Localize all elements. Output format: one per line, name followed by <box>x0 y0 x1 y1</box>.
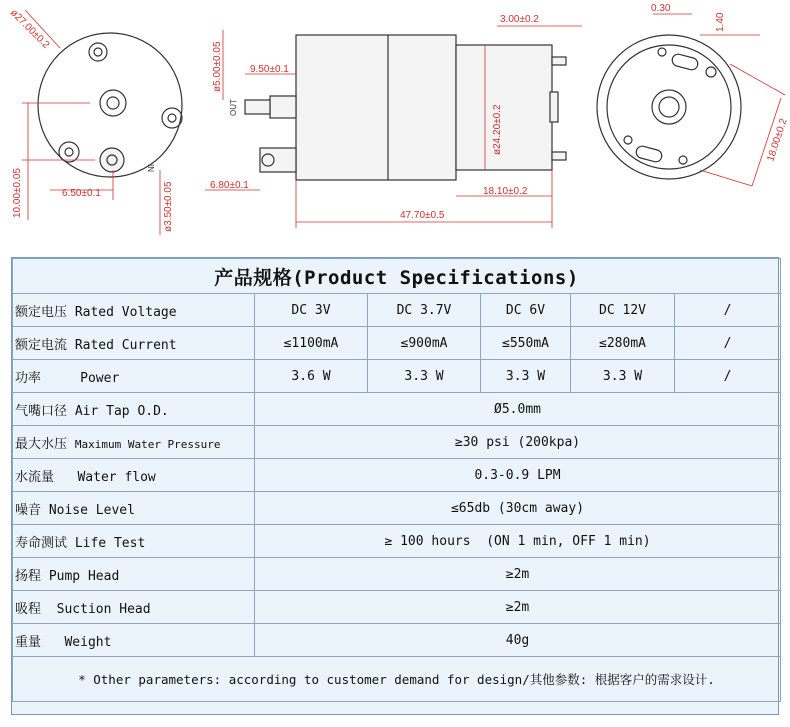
cell-value: 0.3-0.9 LPM <box>255 459 781 492</box>
cell-value: ≥ 100 hours (ON 1 min, OFF 1 min) <box>255 525 781 558</box>
cell-value: / <box>675 327 781 360</box>
dim-10: 10.00±0.05 <box>12 168 23 218</box>
dim-0-30: 0.30 <box>651 3 671 14</box>
cell-value: DC 3.7V <box>368 294 481 327</box>
side-profile-view <box>205 14 582 228</box>
row-weight <box>13 624 781 657</box>
technical-drawing <box>0 0 790 250</box>
spec-title: 产品规格(Product Specifications) <box>13 259 781 294</box>
row-label-cn: 最大水压 <box>15 436 68 452</box>
dim-diameter-3-5: ø3.50±0.05 <box>163 181 174 232</box>
cell-value: ≥30 psi (200kpa) <box>255 426 781 459</box>
cell-value: ≤65db (30cm away) <box>255 492 781 525</box>
dim-47-7: 47.70±0.5 <box>400 210 445 221</box>
row-suction-head <box>13 591 781 624</box>
cell-value: 3.6 W <box>255 360 368 393</box>
row-label: 气嘴口径 Air Tap O.D. <box>13 393 255 426</box>
row-life-test <box>13 525 781 558</box>
row-label: 额定电流 Rated Current <box>13 327 255 360</box>
cell-value: Ø5.0mm <box>255 393 781 426</box>
cell-value: DC 3V <box>255 294 368 327</box>
in-port-label: IN <box>146 164 155 172</box>
cell-value: / <box>675 294 781 327</box>
row-label-en: Maximum Water Pressure <box>74 437 221 451</box>
footnote: * Other parameters: according to customer demand for design/其他参数: 根据客户的需求设计. <box>13 657 781 702</box>
dim-18-right: 18.00±0.2 <box>765 117 790 163</box>
motor-end-view <box>597 3 790 186</box>
dim-1-40: 1.40 <box>715 12 726 32</box>
row-label: 水流量 Water flow <box>13 459 255 492</box>
row-pump-head <box>13 558 781 591</box>
dim-6-8: 6.80±0.1 <box>210 180 249 191</box>
cell-value: ≤1100mA <box>255 327 368 360</box>
cell-value: ≤280mA <box>571 327 675 360</box>
cell-value: ≥2m <box>255 558 781 591</box>
row-rated-current <box>13 327 781 360</box>
row-rated-voltage <box>13 294 781 327</box>
cell-value: ≥2m <box>255 591 781 624</box>
spec-grid <box>12 258 781 702</box>
row-max-water-pressure <box>13 426 781 459</box>
cell-value: ≤550mA <box>481 327 571 360</box>
dim-diameter-27: ø27.00±0.2 <box>7 7 52 51</box>
row-water-flow <box>13 459 781 492</box>
cell-value: / <box>675 360 781 393</box>
cell-value: 3.3 W <box>368 360 481 393</box>
row-air-tap <box>13 393 781 426</box>
cell-value: 3.3 W <box>481 360 571 393</box>
dim-6-5: 6.50±0.1 <box>62 188 101 199</box>
row-noise-level <box>13 492 781 525</box>
dim-18-1: 18.10±0.2 <box>483 186 528 197</box>
row-label: 功率 Power <box>13 360 255 393</box>
dim-diameter-24-2: ø24.20±0.2 <box>492 104 503 155</box>
dim-diameter-5: ø5.00±0.05 <box>212 41 223 92</box>
row-label: 噪音 Noise Level <box>13 492 255 525</box>
spec-table <box>11 257 779 715</box>
row-label: 额定电压 Rated Voltage <box>13 294 255 327</box>
out-port-label: OUT <box>229 99 238 116</box>
cell-value: 40g <box>255 624 781 657</box>
cell-value: 3.3 W <box>571 360 675 393</box>
row-label: 扬程 Pump Head <box>13 558 255 591</box>
cell-value: DC 12V <box>571 294 675 327</box>
left-face-view <box>8 7 182 235</box>
cell-value: DC 6V <box>481 294 571 327</box>
cell-value: ≤900mA <box>368 327 481 360</box>
row-label: 重量 Weight <box>13 624 255 657</box>
dim-9-5: 9.50±0.1 <box>250 64 289 75</box>
dim-3: 3.00±0.2 <box>500 14 539 25</box>
row-note <box>13 657 781 702</box>
row-label <box>13 426 255 459</box>
row-label: 寿命测试 Life Test <box>13 525 255 558</box>
row-power <box>13 360 781 393</box>
row-label: 吸程 Suction Head <box>13 591 255 624</box>
